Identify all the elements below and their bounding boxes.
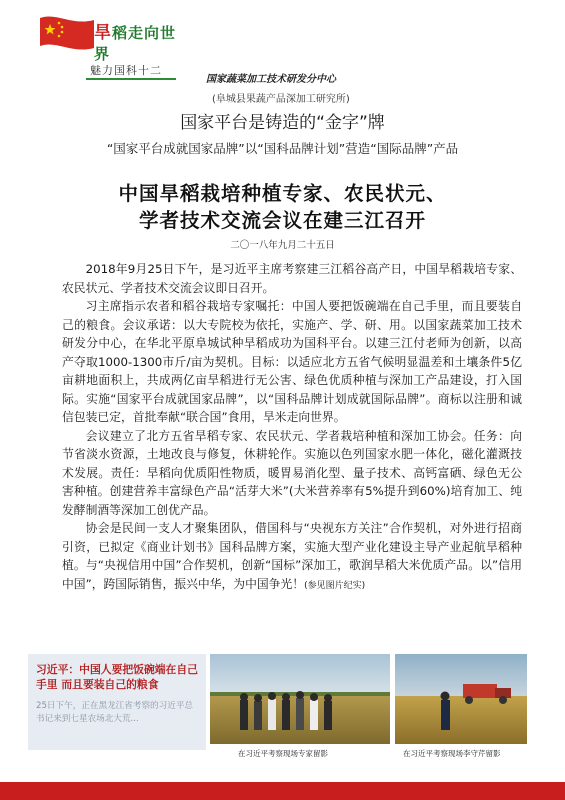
article-paragraph-text: 协会是民间一支人才聚集团队，借国科与“央视东方关注”合作契机，对外进行招商引资，已拟定《商业计划书》国科品牌方案，实施大型产业化建设主导产业起航旱稻种植。与“央视信用中国”合作契机，创新“国标”深加工，歌润旱稻大米优质产品。以”信用中国”，跨国际销售，振兴中华，为中国争光！: [62, 521, 522, 591]
photo-caption: 在习近平考察现场专家留影: [238, 749, 328, 758]
news-card: [28, 654, 206, 750]
photo-reference-note: (参见图片纪实): [304, 580, 366, 591]
article-date: 二〇一八年九月二十五日: [230, 240, 335, 251]
footer-bar: [0, 782, 565, 800]
photo-field-portrait: [395, 654, 527, 744]
article-body: [62, 260, 522, 595]
tagline: “国家平台成就国家品牌”以“国科品牌计划”营造“国际品牌”产品: [106, 141, 459, 156]
logo-subtitle: 魅力国科十二: [90, 64, 162, 77]
article-paragraph-last: [62, 519, 522, 595]
organization-name: 国家蔬菜加工技术研发分中心: [206, 74, 336, 85]
photo-experts-image: [210, 654, 390, 744]
headline: 国家平台是铸造的“金字”牌: [180, 113, 385, 133]
photo-field-image: [395, 654, 527, 744]
logo-underline: [86, 78, 176, 80]
photo-caption: 在习近平考察现场李守芹留影: [403, 749, 501, 758]
logo: [38, 14, 188, 86]
article-paragraph: 会议建立了北方五省旱稻专家、农民状元、学者栽培种植和深加工协会。任务：向节省淡水资源，土地改良与修复，休耕轮作。实施以色列国家水肥一体化，磁化灌溉技术发展。责任：旱稻向优质阳性物质，暖胃易消化型、量子技术、高钙富硒、绿色无公害种植。创建营养丰富绿色产品“活芽大米”(大米营养率有5%提升到60%)培育加工、纯发酵制酒等深加工创优产品。: [62, 428, 522, 517]
china-flag-icon: [38, 14, 100, 54]
article-title-line1: 中国旱稻栽培种植专家、农民状元、: [118, 182, 447, 205]
news-card-title: 习近平：中国人要把饭碗端在自己手里 而且要装自己的粮食: [36, 663, 198, 691]
logo-slogan: [94, 18, 188, 64]
organization-subtitle: (阜城县果蔬产品深加工研究所): [212, 94, 350, 105]
photo-experts-group: [210, 654, 390, 744]
logo-slogan-char: 旱: [94, 23, 112, 43]
news-card-text: 25日下午，正在黑龙江省考察的习近平总书记来到七星农场北大荒...: [36, 701, 194, 724]
article-paragraph: 2018年9月25日下午，是习近平主席考察建三江稻谷高产日，中国旱稻栽培专家、农民状元、学者技术交流会议即日召开。: [62, 262, 522, 295]
article-title-line2: 学者技术交流会议在建三江召开: [138, 209, 426, 232]
logo-slogan-rest: 稻走向世界: [94, 24, 177, 63]
article-paragraph: 习主席指示农者和稻谷栽培专家嘱托：中国人要把饭碗端在自己手里，而且要装自己的粮食。会议承诺：以大专院校为依托，实施产、学、研、用。以国家蔬菜加工技术研发分中心，在华北平原阜城试种旱稻成功为国科平台。以建三江付老师为创新，以高产夺取1000-1300市斤/亩为契机。目标：以适应北方五省气候明显温差和土壤条件5亿亩耕地面积上，共成两亿亩旱稻进行无公害、绿色优质种植与深加工产品建设，打入国际。实施“国家平台成就国家品牌”，以“国科品牌计划成就国际品牌”。商标以注册和诚信包装已定，首批奉献“联合国”食用，旱米走向世界。: [62, 299, 522, 424]
